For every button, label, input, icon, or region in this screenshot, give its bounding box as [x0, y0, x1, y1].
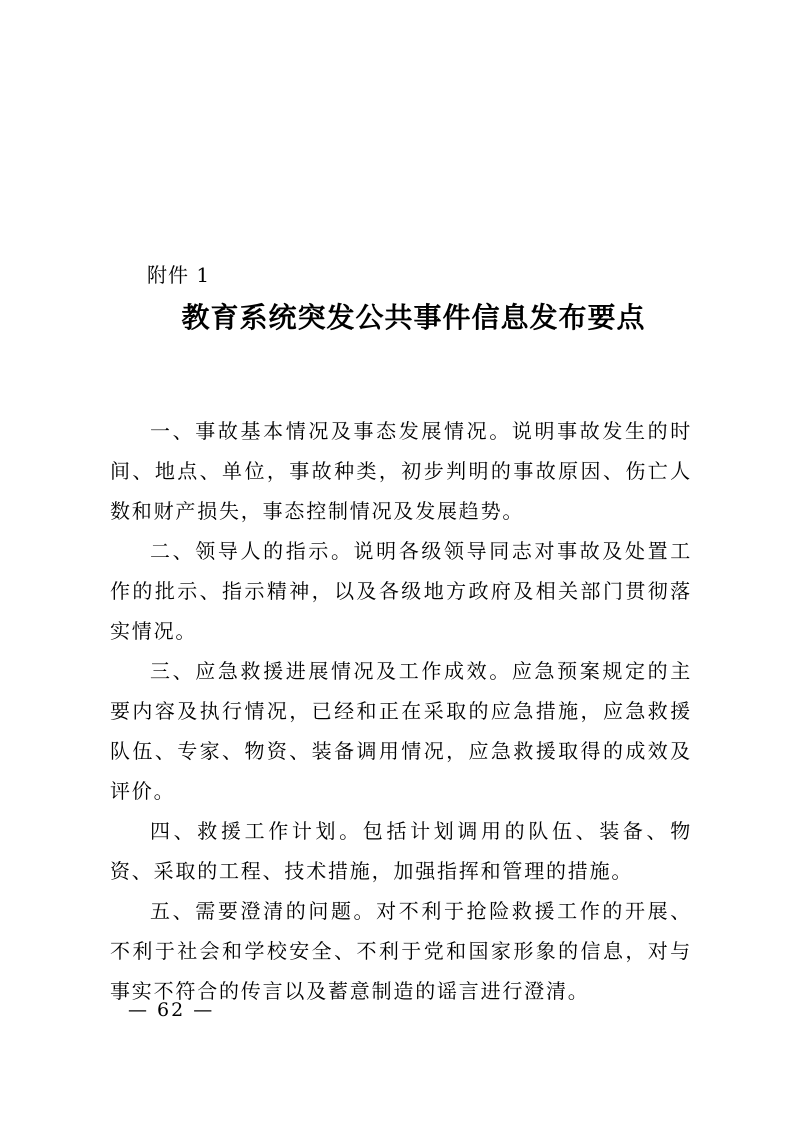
paragraph-2: 二、领导人的指示。说明各级领导同志对事故及处置工作的批示、指示精神，以及各级地方政府及相关部门贯彻落实情况。 [110, 539, 692, 643]
attachment-label: 附件 1 [147, 263, 211, 287]
paragraph-1: 一、事故基本情况及事态发展情况。说明事故发生的时间、地点、单位，事故种类，初步判明的事故原因、伤亡人数和财产损失，事态控制情况及发展趋势。 [110, 419, 692, 523]
paragraph-5: 五、需要澄清的问题。对不利于抢险救援工作的开展、不利于社会和学校安全、不利于党和国家形象的信息，对与事实不符合的传言以及蓄意制造的谣言进行澄清。 [110, 899, 692, 1003]
document-body [110, 411, 692, 1011]
page-number: — 62 — [128, 999, 215, 1021]
paragraph-3: 三、应急救援进展情况及工作成效。应急预案规定的主要内容及执行情况，已经和正在采取的应急措施，应急救援队伍、专家、物资、装备调用情况，应急救援取得的成效及评价。 [110, 659, 692, 803]
paragraph-4: 四、救援工作计划。包括计划调用的队伍、装备、物资、采取的工程、技术措施，加强指挥和管理的措施。 [110, 819, 692, 883]
document-title: 教育系统突发公共事件信息发布要点 [181, 301, 646, 334]
